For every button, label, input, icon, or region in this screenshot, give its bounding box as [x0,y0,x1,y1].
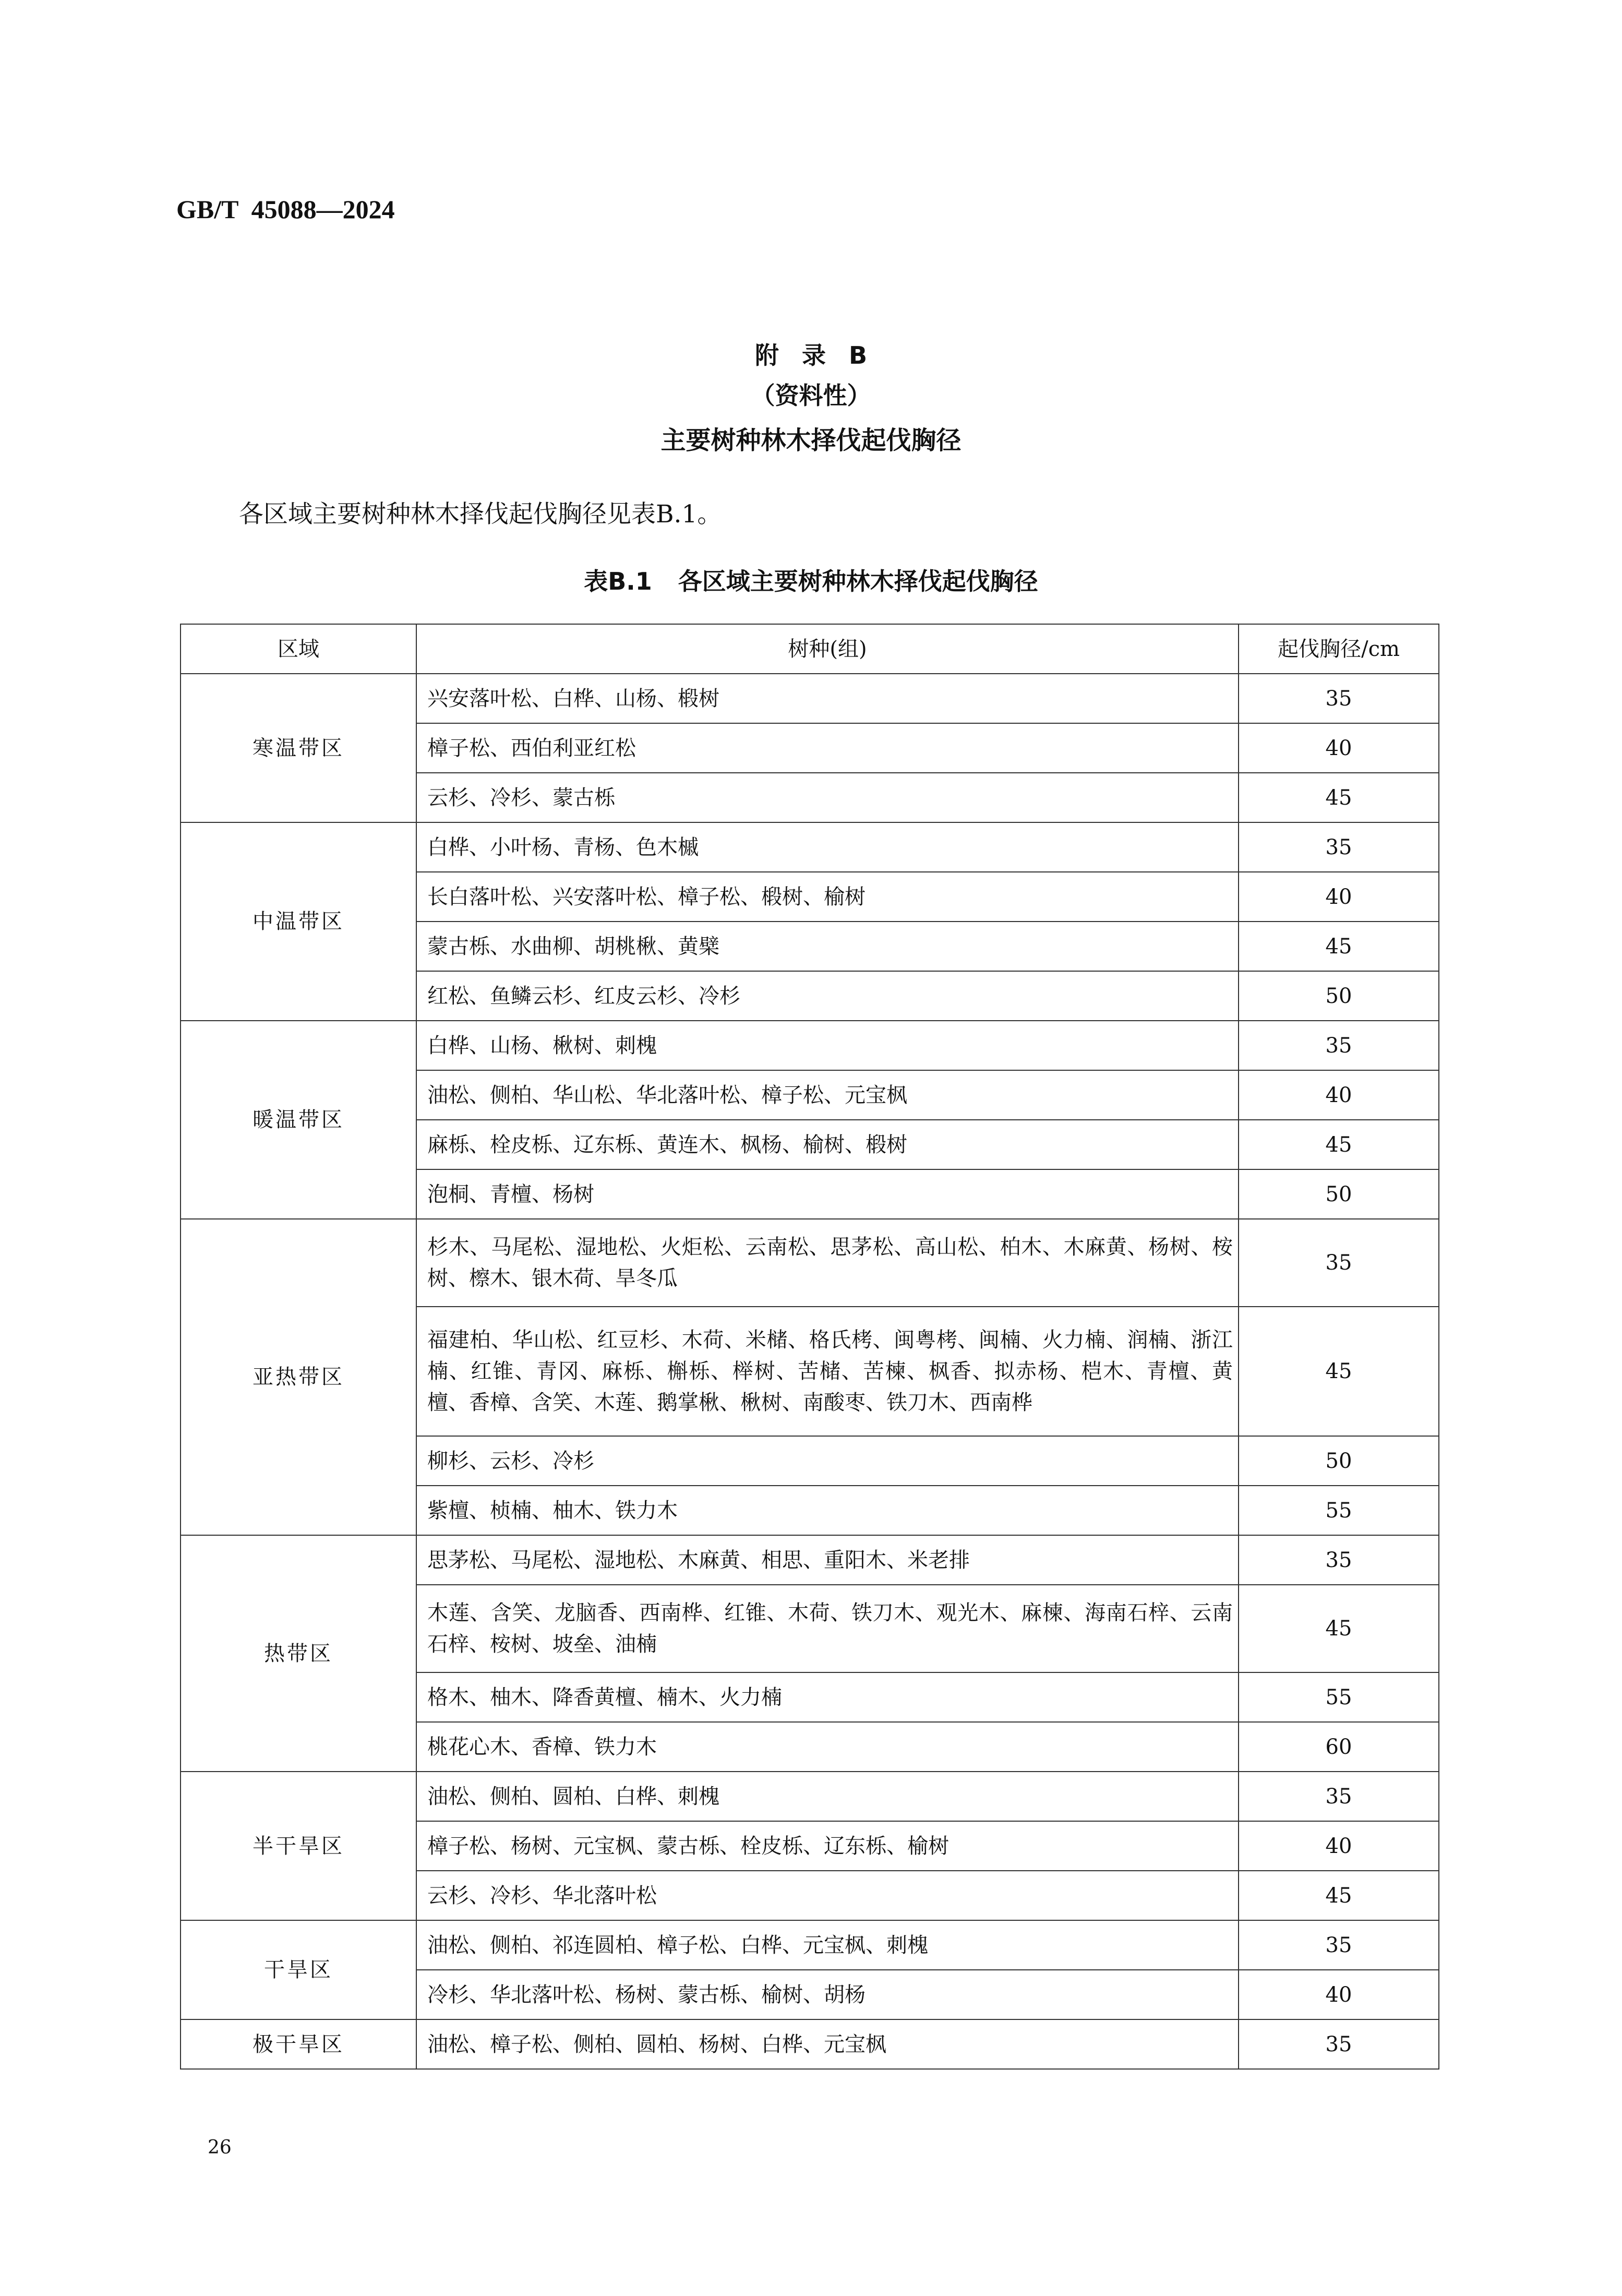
region-cell: 热带区 [181,1535,416,1772]
column-header-region: 区域 [181,624,416,674]
species-cell: 蒙古栎、水曲柳、胡桃楸、黄檗 [416,922,1239,971]
species-cell: 杉木、马尾松、湿地松、火炬松、云南松、思茅松、高山松、柏木、木麻黄、杨树、桉树、檫木、银木荷、旱冬瓜 [416,1219,1239,1307]
region-cell: 寒温带区 [181,674,416,822]
dbh-cell: 35 [1239,1219,1439,1307]
species-cell: 兴安落叶松、白桦、山杨、椴树 [416,674,1239,723]
dbh-cell: 35 [1239,2019,1439,2069]
species-cell: 麻栎、栓皮栎、辽东栎、黄连木、枫杨、榆树、椴树 [416,1120,1239,1169]
species-cell: 云杉、冷杉、蒙古栎 [416,773,1239,822]
species-cell: 红松、鱼鳞云杉、红皮云杉、冷杉 [416,971,1239,1021]
species-cell: 白桦、山杨、楸树、刺槐 [416,1021,1239,1070]
species-cell: 樟子松、杨树、元宝枫、蒙古栎、栓皮栎、辽东栎、榆树 [416,1821,1239,1871]
region-cell: 干旱区 [181,1920,416,2019]
dbh-cell: 35 [1239,674,1439,723]
dbh-cell: 40 [1239,1970,1439,2019]
dbh-cell: 45 [1239,1585,1439,1672]
dbh-cell: 50 [1239,1169,1439,1219]
table-header-row [181,624,1439,674]
page-number: 26 [208,2137,232,2158]
dbh-cell: 35 [1239,1920,1439,1970]
table-caption-title: 各区域主要树种林木择伐起伐胸径 [678,567,1038,595]
species-cell: 紫檀、桢楠、柚木、铁力木 [416,1486,1239,1535]
species-cell: 油松、侧柏、祁连圆柏、樟子松、白桦、元宝枫、刺槐 [416,1920,1239,1970]
intro-paragraph: 各区域主要树种林木择伐起伐胸径见表B.1。 [239,500,722,529]
species-cell: 长白落叶松、兴安落叶松、樟子松、椴树、榆树 [416,872,1239,922]
table-row [181,1219,1439,1307]
table-row [181,1772,1439,1821]
species-cell: 油松、侧柏、圆柏、白桦、刺槐 [416,1772,1239,1821]
dbh-table [180,624,1439,2070]
dbh-cell: 35 [1239,1535,1439,1585]
species-cell: 白桦、小叶杨、青杨、色木槭 [416,822,1239,872]
region-cell: 半干旱区 [181,1772,416,1920]
dbh-cell: 45 [1239,1871,1439,1920]
species-cell: 思茅松、马尾松、湿地松、木麻黄、相思、重阳木、米老排 [416,1535,1239,1585]
appendix-label-part1: 附 [754,341,779,369]
species-cell: 冷杉、华北落叶松、杨树、蒙古栎、榆树、胡杨 [416,1970,1239,2019]
table-row [181,1535,1439,1585]
appendix-label [0,337,1622,371]
appendix-title: 主要树种林木择伐起伐胸径 [660,426,962,455]
species-cell: 泡桐、青檀、杨树 [416,1169,1239,1219]
region-cell: 极干旱区 [181,2019,416,2069]
dbh-cell: 40 [1239,723,1439,773]
region-cell: 亚热带区 [181,1219,416,1535]
species-cell: 柳杉、云杉、冷杉 [416,1436,1239,1486]
appendix-label-part3: B [848,341,868,369]
appendix-nature: （资料性） [751,381,871,410]
dbh-cell: 45 [1239,1307,1439,1436]
dbh-cell: 60 [1239,1722,1439,1772]
dbh-cell: 35 [1239,1772,1439,1821]
region-cell: 中温带区 [181,822,416,1021]
dbh-cell: 40 [1239,1070,1439,1120]
species-cell: 油松、樟子松、侧柏、圆柏、杨树、白桦、元宝枫 [416,2019,1239,2069]
species-cell: 福建柏、华山松、红豆杉、木荷、米槠、格氏栲、闽粤栲、闽楠、火力楠、润楠、浙江楠、红锥、青冈、麻栎、槲栎、榉树、苦槠、苦楝、枫香、拟赤杨、桤木、青檀、黄檀、香樟、含笑、木莲、鹅掌楸、楸树、南酸枣、铁刀木、西南桦 [416,1307,1239,1436]
dbh-cell: 45 [1239,1120,1439,1169]
table-caption-number: 表B.1 [584,567,652,595]
table-row [181,674,1439,723]
table-body [181,674,1439,2069]
table-row [181,822,1439,872]
dbh-cell: 45 [1239,922,1439,971]
table-row [181,2019,1439,2069]
dbh-cell: 35 [1239,1021,1439,1070]
table-caption [0,563,1622,597]
dbh-cell: 55 [1239,1486,1439,1535]
species-cell: 木莲、含笑、龙脑香、西南桦、红锥、木荷、铁刀木、观光木、麻楝、海南石梓、云南石梓、桉树、坡垒、油楠 [416,1585,1239,1672]
appendix-label-part2: 录 [801,341,826,369]
dbh-cell: 40 [1239,1821,1439,1871]
column-header-species: 树种(组) [416,624,1239,674]
table-row [181,1021,1439,1070]
species-cell: 格木、柚木、降香黄檀、楠木、火力楠 [416,1672,1239,1722]
dbh-cell: 50 [1239,1436,1439,1486]
species-cell: 油松、侧柏、华山松、华北落叶松、樟子松、元宝枫 [416,1070,1239,1120]
standard-code: GB/T 45088—2024 [176,195,395,224]
column-header-dbh: 起伐胸径/cm [1239,624,1439,674]
dbh-cell: 50 [1239,971,1439,1021]
species-cell: 桃花心木、香樟、铁力木 [416,1722,1239,1772]
species-cell: 樟子松、西伯利亚红松 [416,723,1239,773]
dbh-cell: 40 [1239,872,1439,922]
dbh-cell: 55 [1239,1672,1439,1722]
dbh-cell: 45 [1239,773,1439,822]
table-row [181,1920,1439,1970]
dbh-cell: 35 [1239,822,1439,872]
region-cell: 暖温带区 [181,1021,416,1219]
species-cell: 云杉、冷杉、华北落叶松 [416,1871,1239,1920]
